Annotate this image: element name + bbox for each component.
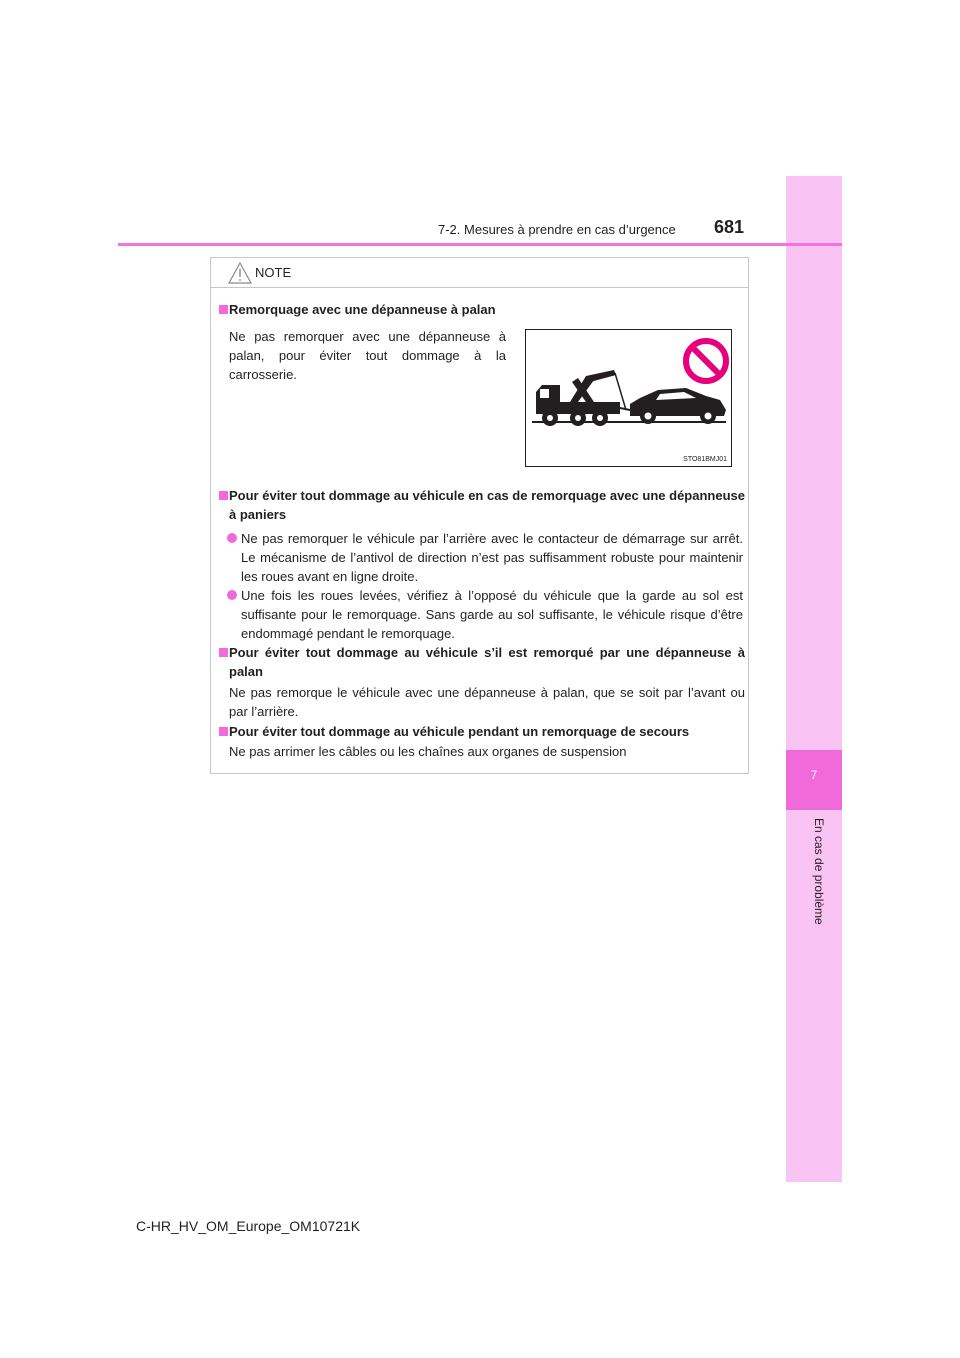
page-number: 681 [714,217,745,237]
square-bullet-icon [219,491,228,500]
section-heading: Pour éviter tout dommage au véhicule s’il est remorqué par une dépanneuse à palan [215,643,745,681]
chapter-side-tab [786,176,842,1182]
note-header [211,258,748,288]
document-id: C-HR_HV_OM_Europe_OM10721K [136,1218,361,1234]
square-bullet-icon [219,727,228,736]
round-bullet-icon [227,533,237,543]
illustration-code: STO81BMJ01 [683,456,727,463]
square-bullet-icon [219,648,228,657]
section-text: Ne pas arrimer les câbles ou les chaînes aux organes de suspension [229,744,627,759]
section-title: 7-2. Mesures à prendre en cas d’urgence [438,222,676,237]
section-heading: Pour éviter tout dommage au véhicule pendant un remorquage de secours [215,722,745,741]
header-rule [118,243,842,246]
chapter-number: 7 [810,768,818,782]
section-heading: Pour éviter tout dommage au véhicule en cas de remorquage avec une dépanneuse à paniers [215,486,745,524]
tow-truck-prohibited-icon [526,330,731,466]
square-bullet-icon [219,305,228,314]
chapter-title: En cas de problème [812,818,826,925]
round-bullet-icon [227,590,237,600]
note-label: NOTE [255,265,292,280]
section-heading: Remorquage avec une dépanneuse à palan [215,300,745,319]
tow-truck-illustration [525,329,732,467]
list-item: Ne pas remorquer le véhicule par l’arrière avec le contacteur de démarrage sur arrêt. Le mécanisme de l’antivol de direction n’est pas suffisamment robuste pour maintenir les roues avant en ligne droite. [227,529,743,586]
section-text: Ne pas remorque le véhicule avec une dépanneuse à palan, que se soit par l’avant ou par l’arrière. [229,685,745,719]
warning-triangle-icon [228,262,252,284]
list-item: Une fois les roues levées, vérifiez à l’opposé du véhicule que la garde au sol est suffisante pour le remorquage. Sans garde au sol suffisante, le véhicule risque d’être endommagé pendant le remorquage. [227,586,743,643]
section-text: Ne pas remorquer avec une dépanneuse à palan, pour éviter tout dommage à la carrosserie. [229,329,506,382]
